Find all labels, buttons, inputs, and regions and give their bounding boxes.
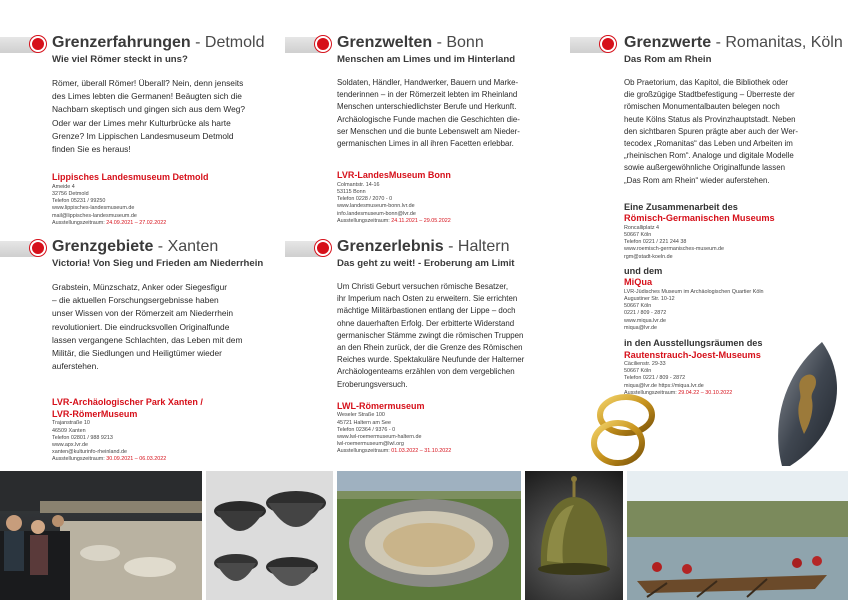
section-subtitle: Wie viel Römer steckt in uns?	[52, 54, 188, 65]
gallery-scene	[0, 471, 202, 600]
exhibition-period: 29.04.22 – 30.10.2022	[678, 389, 733, 396]
section-title: Grenzwelten - Bonn	[337, 34, 484, 51]
exhibition-period: 01.03.2022 – 31.10.2022	[391, 448, 452, 455]
rj-address: Cäcilienstr. 29-33 50667 Köln Telefon 0221 / 809 - 2872 miqua@lvr.de https://miqua.lvr.de Ausstellungszeitraum: 29.04.22 – 30.10.2022	[624, 361, 733, 396]
rgm-address: Roncalliplatz 4 50667 Köln Telefon 0221 / 221 244 38 www.roemisch-germanisches-museum.de rgm@stadt-koeln.de	[624, 225, 848, 261]
photo-bronze-helmet	[525, 471, 623, 600]
section-body: Soldaten, Händler, Handwerker, Bauern und Marke- tenderinnen – in der Römerzeit lebten im Rheinland Menschen unterschiedlichster Berufe und Herkunft. Archäologische Funde machen die Geschichten die- ser Menschen und die bunte Lebenswelt am Nieder- germanischen Limes in all ihren Facetten erlebbar.	[337, 78, 520, 149]
red-bullet-icon	[30, 36, 46, 52]
museum-name: LVR-LandesMuseum Bonn	[337, 170, 451, 181]
section-bonn	[285, 33, 575, 225]
museum-name: LWL-Römermuseum	[337, 400, 425, 411]
section-body: Grabstein, Münzschatz, Anker oder Siegesfigur – die aktuellen Forschungsergebnisse haben unser Wissen von der Römerzeit am Niederrhein revolutioniert. Die eindrucksvollen Originalfunde lassen vergangene Schlachten, das Leben mit dem Militär, die Siedlungen und Heiligtümer wieder auferstehen.	[52, 282, 243, 372]
red-bullet-icon	[315, 240, 331, 256]
section-title: Grenzerfahrungen - Detmold	[52, 34, 265, 51]
and-the-label: und dem	[624, 265, 663, 276]
museum-name: LVR-Archäologischer Park Xanten / LVR-RömerMuseum	[52, 397, 203, 419]
section-body: Um Christi Geburt versuchen römische Besatzer, ihr Imperium nach Osten zu erweitern. Sie errichten mächtige Militärbastionen entlang der Lippe – doch ohne dauerhaften Erfolg. Der erbitterte Widerstand germanischer Stämme zwingt die römischen Truppen an den Rhein zurück, der die Grenze des Römischen Reiches wurde. Spektakuläre Neufunde der Halterner Archäologenteams erzählen von dem vergeblichen Eroberungsversuch.	[337, 282, 525, 389]
rj-museum-name: Rautenstrauch-Joest-Museums	[624, 349, 761, 360]
museum-address: Trajanstraße 10 46509 Xanten Telefon 02801 / 988 9213 www.apx.lvr.de xanten@kulturinfo-rheinland.de Ausstellungszeitraum: 30.09.2021 – 06.03.2022	[52, 420, 290, 463]
photo-roman-boat	[627, 471, 848, 600]
photo-visitors-gallery	[0, 471, 202, 600]
section-header	[0, 33, 290, 53]
section-body: Ob Praetorium, das Kapitol, die Bibliothek oder die großzügige Stadtbefestigung – Überreste der römischen Monumentalbauten belegen noch heute Kölns Status als Provinzhauptstadt. Neben den sichtbaren Spuren prägte aber auch der Wer- tecodex „Romanitas“ das Leben und Arbeiten im „rheinischen Rom“. Analoge und digitale Modelle sowie außergewöhnliche Originalfunde lassen „Das Rom am Rhein“ wieder auferstehen.	[624, 78, 798, 185]
bronze-leaf-sculpture-image	[762, 338, 848, 468]
miqua-museum-name: MiQua	[624, 277, 653, 288]
museum-website[interactable]: www.apx.lvr.de	[52, 442, 88, 449]
exhibition-period: 30.09.2021 – 06.03.2022	[106, 456, 167, 463]
miqua-website[interactable]: www.miqua.lvr.de	[624, 317, 666, 324]
boat-scene	[627, 471, 848, 600]
coop-intro: Eine Zusammenarbeit des	[624, 201, 738, 212]
section-detmold	[0, 33, 290, 227]
section-body: Römer, überall Römer! Überall? Nein, denn jenseits des Limes lebten die Germanen! Beäugten sich die Nachbarn skeptisch und gingen sich aus dem Weg? Oder war der Limes mehr Kulturbrücke als harte Grenze? Im Lippischen Landesmuseum Detmold finden Sie es heraus!	[52, 78, 246, 155]
vessels-scene	[206, 471, 333, 600]
photo-ceramic-vessels	[206, 471, 333, 600]
exhibition-period: 24.09.2021 – 27.02.2022	[106, 219, 167, 226]
section-title: Grenzwerte - Romanitas, Köln	[624, 34, 843, 51]
section-header	[285, 237, 575, 257]
gold-rings-image	[588, 385, 658, 471]
museum-email[interactable]: xanten@kulturinfo-rheinland.de	[52, 449, 127, 456]
section-header	[0, 237, 290, 257]
gold-ring-front	[594, 423, 642, 463]
red-bullet-icon	[315, 36, 331, 52]
section-xanten	[0, 237, 290, 464]
museum-website[interactable]: www.lippisches-landesmuseum.de	[52, 205, 135, 212]
section-title: Grenzerlebnis - Haltern	[337, 238, 510, 255]
museum-email[interactable]: info.landesmuseum-bonn@lvr.de	[337, 210, 416, 217]
helmet-scene	[525, 471, 623, 600]
museum-email[interactable]: mail@lippisches-landesmuseum.de	[52, 212, 137, 219]
miqua-email[interactable]: miqua@lvr.de	[624, 324, 658, 331]
arena-scene	[337, 471, 521, 600]
museum-website[interactable]: www.lwl-roemermuseum-haltern.de	[337, 433, 422, 440]
red-bullet-icon	[600, 36, 616, 52]
section-header	[570, 33, 848, 53]
photo-arena-aerial	[337, 471, 521, 600]
museum-email[interactable]: lwl-roemermuseum@lwl.org	[337, 441, 404, 448]
red-bullet-icon	[30, 240, 46, 256]
section-subtitle: Victoria! Von Sieg und Frieden am Niederrhein	[52, 258, 264, 269]
rooms-intro: in den Ausstellungsräumen des	[624, 338, 763, 349]
section-subtitle: Menschen am Limes und im Hinterland	[337, 54, 516, 65]
rgm-website[interactable]: www.roemisch-germanisches-museum.de	[624, 246, 725, 253]
museum-address: Weseler Straße 100 45721 Haltern am See Telefon 02364 / 9376 - 0 www.lwl-roemermuseum-haltern.de lwl-roemermuseum@lwl.org Ausstellungszeitraum: 01.03.2022 – 31.10.2022	[337, 412, 575, 455]
museum-name: Lippisches Landesmuseum Detmold	[52, 172, 209, 183]
exhibition-period: 24.11.2021 – 29.05.2022	[391, 217, 451, 224]
museum-address: Ameide 4 32756 Detmold Telefon 05231 / 99250 www.lippisches-landesmuseum.de mail@lippisches-landesmuseum.de Ausstellungszeitraum: 24.09.2021 – 27.02.2022	[52, 184, 290, 227]
rgm-museum-name: Römisch-Germanischen Museums	[624, 213, 775, 224]
section-subtitle: Das Rom am Rhein	[624, 54, 712, 65]
rgm-email[interactable]: rgm@stadt-koeln.de	[624, 253, 673, 260]
museum-address: Colmantstr. 14-16 53115 Bonn Telefon 0228 / 2070 - 0 www.landesmuseum-bonn.lvr.de info.landesmuseum-bonn@lvr.de Ausstellungszeitraum: 24.11.2021 – 29.05.2022	[337, 182, 575, 225]
section-subtitle: Das geht zu weit! - Eroberung am Limit	[337, 258, 515, 269]
section-header	[285, 33, 575, 53]
section-title: Grenzgebiete - Xanten	[52, 238, 219, 255]
section-haltern	[285, 237, 575, 456]
museum-website[interactable]: www.landesmuseum-bonn.lvr.de	[337, 203, 415, 210]
miqua-address: LVR-Jüdisches Museum im Archäologischen Quartier Köln Augustiner Str. 10-12 50667 Köln 0221 / 809 - 2872 www.miqua.lvr.de miqua@lvr.de	[624, 289, 848, 332]
